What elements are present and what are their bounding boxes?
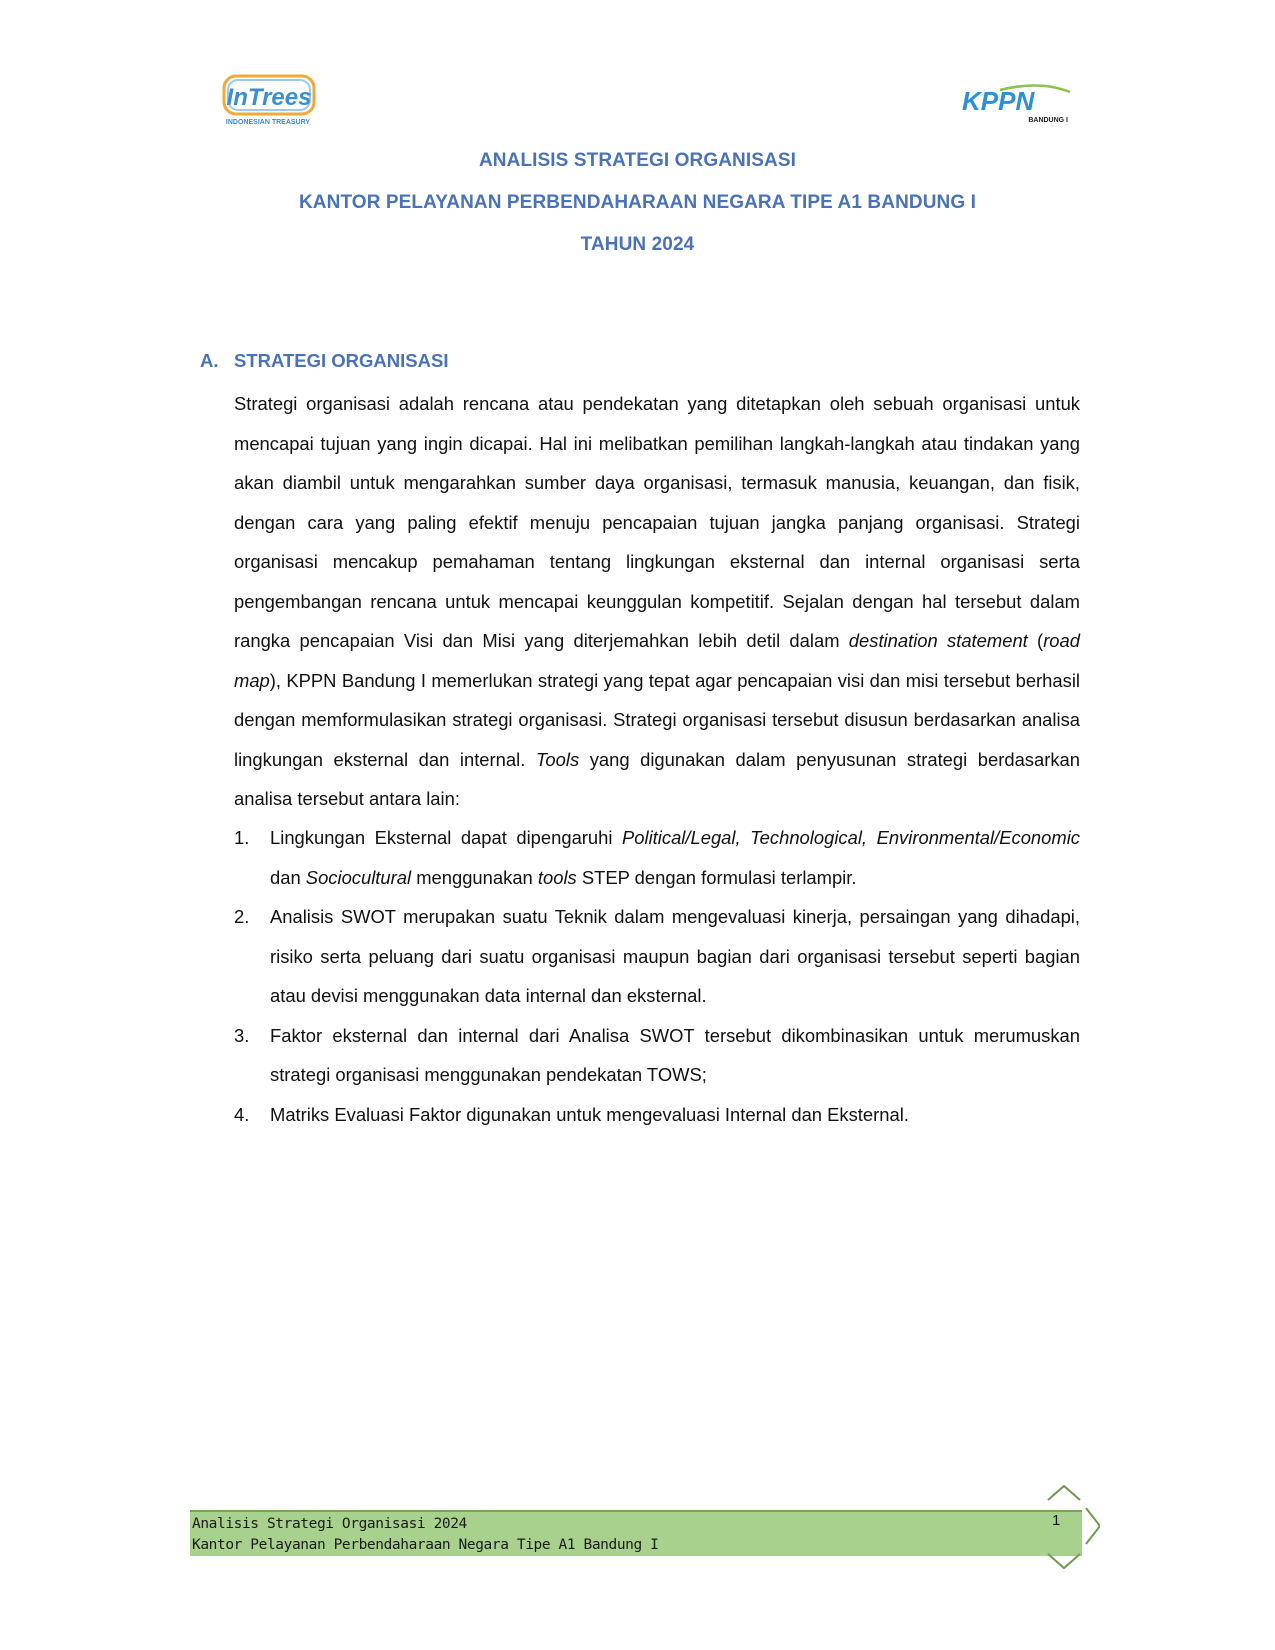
list-item-italic-text: Sociocultural — [305, 866, 412, 888]
footer-line-1: Analisis Strategi Organisasi 2024 — [192, 1516, 467, 1532]
list-number: 2. — [234, 906, 250, 927]
list-item-italic-text: Environmental/Economic — [876, 827, 1080, 848]
list-item-italic-text: Political/Legal, Technological, — [622, 827, 868, 848]
list-item-text: Matriks Evaluasi Faktor digunakan untuk mengevaluasi Internal dan Eksternal. — [270, 1103, 909, 1125]
paragraph — [234, 384, 1080, 819]
paragraph-text: ), KPPN Bandung I memerlukan strategi yang tepat agar pencapaian visi dan misi tersebut berhasil dengan memformulasikan strategi organisasi. Strategi organisasi tersebut disusun berdasarkan analisa lingkungan eksternal dan internal. — [234, 669, 1080, 770]
svg-text:BANDUNG I: BANDUNG I — [1028, 117, 1068, 124]
footer-line-2: Kantor Pelayanan Perbendaharaan Negara Tipe A1 Bandung I — [192, 1537, 659, 1553]
page-number: 1 — [1052, 1512, 1061, 1529]
intrees-logo — [222, 74, 322, 128]
section-heading — [200, 350, 448, 372]
paragraph-text: ( — [1027, 630, 1044, 651]
list-item-text: Analisis SWOT merupakan suatu Teknik dalam mengevaluasi kinerja, persaingan yang dihadapi, risiko serta peluang dari suatu organisasi maupun bagian dari organisasi tersebut seperti bagian atau devisi menggunakan data internal dan eksternal. — [270, 906, 1080, 1006]
title-line-2: KANTOR PELAYANAN PERBENDAHARAAN NEGARA TIPE A1 BANDUNG I — [298, 192, 976, 213]
paragraph-italic-text: road map — [234, 630, 1080, 691]
footer-text — [192, 1514, 658, 1556]
svg-text:KPPN: KPPN — [962, 86, 1035, 116]
paragraph-italic-text: Tools — [535, 748, 580, 770]
list-item-text: STEP dengan formulasi terlampir. — [576, 866, 857, 888]
list-number: 1. — [234, 827, 250, 848]
paragraph-text: Strategi organisasi adalah rencana atau pendekatan yang ditetapkan oleh sebuah organisasi untuk mencapai tujuan yang ingin dicapai. Hal ini melibatkan pemilihan langkah-langkah atau tindakan yang akan diambil untuk mengarahkan sumber daya organisasi, termasuk manusia, keuangan, dan fisik, dengan cara yang paling efektif menuju pencapaian tujuan jangka panjang organisasi. Strategi organisasi mencakup pemahaman tentang lingkungan eksternal dan internal organisasi serta pengembangan rencana untuk mencapai keunggulan kompetitif. Sejalan dengan hal tersebut dalam rangka pencapaian Visi dan Misi yang diterjemahkan lebih detil dalam — [234, 393, 1080, 651]
chevron-decoration-icon — [1040, 1484, 1100, 1584]
list-item-text: Lingkungan Eksternal dapat dipengaruhi — [270, 827, 623, 848]
list-item-italic-text: tools — [537, 866, 577, 888]
list-item-text: menggunakan — [411, 866, 538, 888]
document-title — [0, 140, 1275, 266]
list-item — [234, 1095, 1080, 1135]
numbered-list — [234, 818, 1080, 1134]
svg-text:INDONESIAN TREASURY: INDONESIAN TREASURY — [225, 119, 311, 126]
body-paragraph — [234, 384, 1080, 819]
list-item — [234, 818, 1080, 897]
list-item-text: dan — [270, 866, 306, 888]
paragraph-italic-text: destination statement — [848, 630, 1028, 651]
list-item — [234, 1016, 1080, 1095]
svg-text:InTrees: InTrees — [226, 84, 312, 111]
section-heading-text: STRATEGI ORGANISASI — [234, 350, 449, 371]
list-number: 3. — [234, 1024, 250, 1046]
section-letter: A. — [200, 350, 219, 371]
kppn-logo — [960, 84, 1078, 124]
list-item-text: Faktor eksternal dan internal dari Analisa SWOT tersebut dikombinasikan untuk merumuskan strategi organisasi menggunakan pendekatan TOWS; — [270, 1024, 1080, 1085]
title-line-1: ANALISIS STRATEGI ORGANISASI — [478, 150, 797, 171]
paragraph-text: yang digunakan dalam penyusunan strategi berdasarkan analisa tersebut antara lain: — [234, 748, 1080, 809]
list-number: 4. — [234, 1103, 250, 1125]
title-line-3: TAHUN 2024 — [580, 234, 695, 255]
list-item — [234, 897, 1080, 1016]
